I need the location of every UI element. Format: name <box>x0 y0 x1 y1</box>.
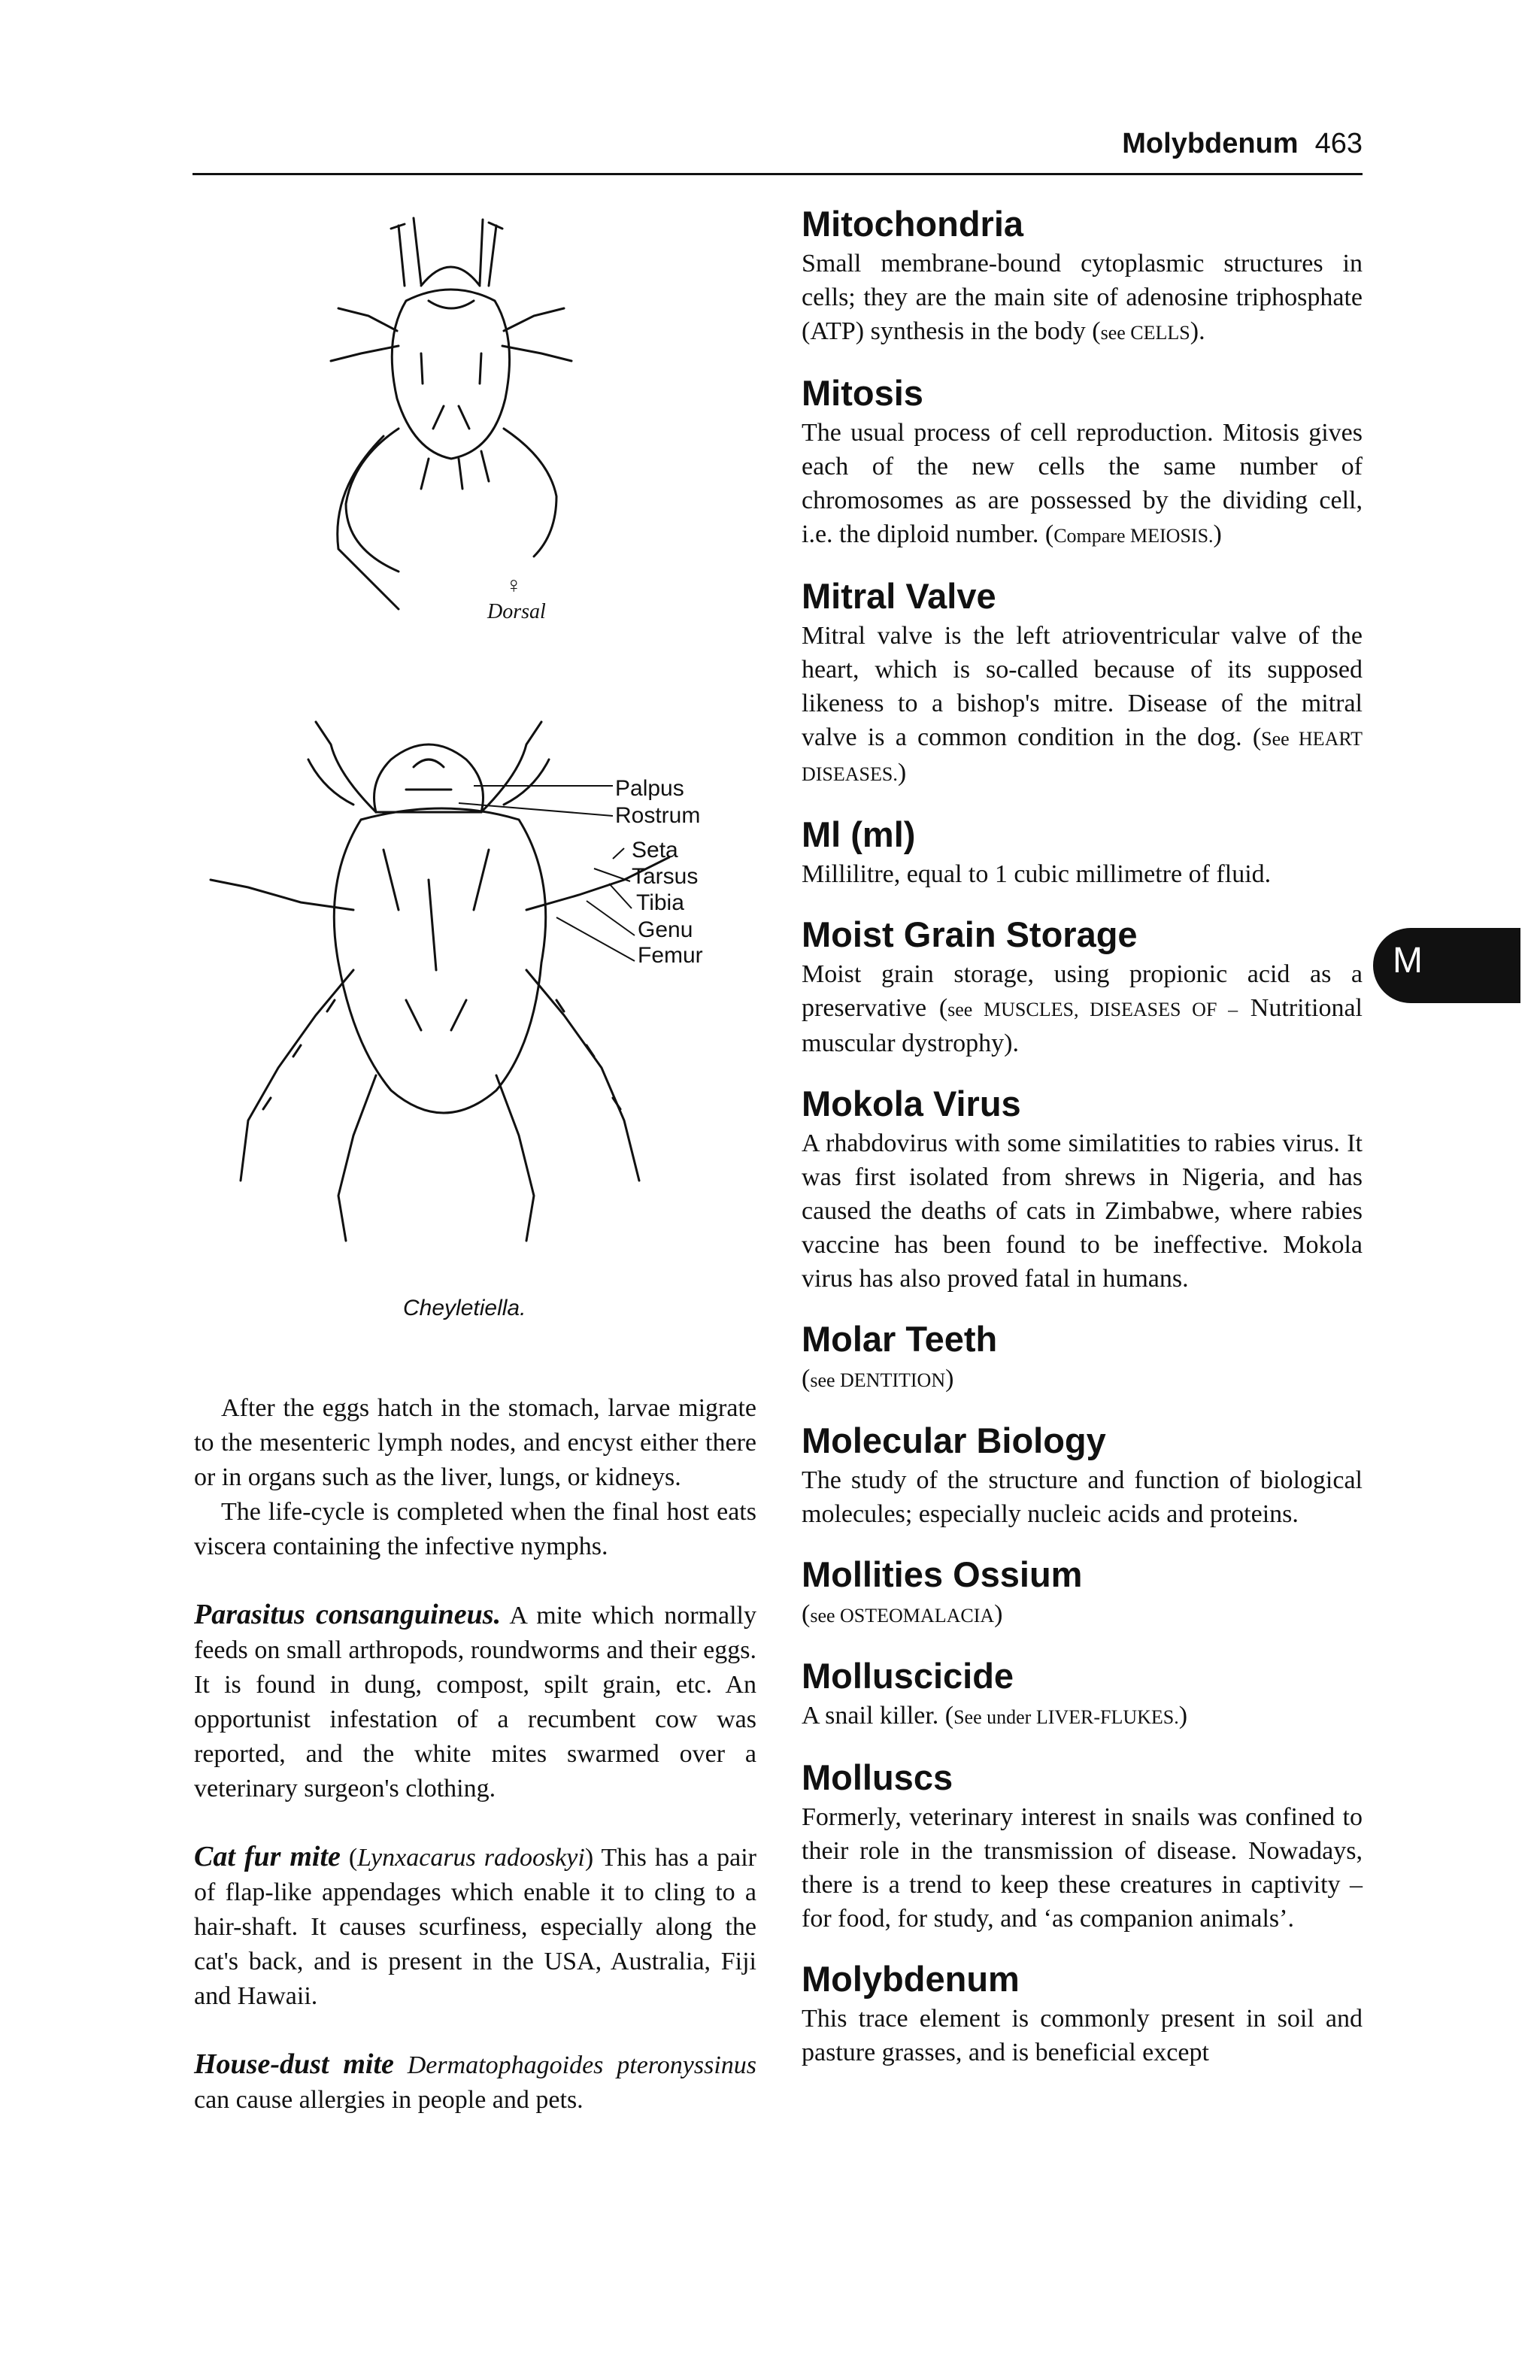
entry-mitochondria <box>802 203 1363 350</box>
entry-body <box>802 1126 1363 1296</box>
entry-title: Moist Grain Storage <box>802 914 1138 954</box>
cross-reference: Compare MEIOSIS. <box>1053 525 1214 547</box>
entry-title: Molluscicide <box>802 1656 1014 1696</box>
entry-text: This trace element is commonly present in soil and pasture grasses, and is beneficial except <box>802 2005 1363 2066</box>
cross-reference: See HEART DISEASES. <box>802 728 1363 785</box>
figure-caption: Cheyletiella. <box>403 1296 526 1320</box>
entry-mitral-valve <box>802 575 1363 791</box>
cross-reference: see DENTITION <box>810 1369 946 1391</box>
entry-molybdenum <box>802 1958 1363 2069</box>
entry-molar-teeth <box>802 1318 1363 1397</box>
term-house-dust-mite: House-dust mite <box>194 2048 394 2080</box>
term-parasitus: Parasitus consanguineus. <box>194 1599 502 1630</box>
entry-text: ( <box>802 1600 811 1628</box>
entry-body <box>802 2002 1363 2069</box>
right-column <box>802 203 1363 2092</box>
entry-text-end: ) <box>1178 1702 1188 1730</box>
paragraph-house-dust-mite <box>194 2047 756 2118</box>
entry-title: Molecular Biology <box>802 1420 1106 1460</box>
label-femur: Femur <box>638 943 703 968</box>
cross-reference: see OSTEOMALACIA <box>810 1605 995 1627</box>
entry-text: Formerly, veterinary interest in snails was confined to their role in the transmission of disease. Nowadays, there is a trend to keep these creatures in captivity – for food, for study, and ‘as companion animals’. <box>802 1803 1363 1933</box>
entry-title: Mollities Ossium <box>802 1554 1083 1594</box>
header-title: Molybdenum <box>1122 128 1299 159</box>
label-seta: Seta <box>632 838 678 863</box>
entry-text: A rhabdovirus with some similatities to rabies virus. It was first isolated from shrews in Nigeria, and has caused the deaths of cats in Zimbabwe, where rabies vaccine has been found to be ineffective. Mokola virus has also proved fatal in humans. <box>802 1129 1363 1293</box>
entry-body <box>802 1800 1363 1936</box>
entry-molluscs <box>802 1757 1363 1936</box>
entry-text-end: Nutritional muscular dystrophy). <box>802 994 1363 1057</box>
paragraph-eggs: After the eggs hatch in the stomach, larvae migrate to the mesenteric lymph nodes, and encyst either there or in organs such as the liver, lungs, or kidneys. <box>194 1394 756 1491</box>
mite-dorsal-illustration <box>308 203 594 624</box>
dorsal-female-symbol: ♀ <box>505 573 523 598</box>
entry-text: Mitral valve is the left atrioventricular valve of the heart, which is so-called because of its supposed likeness to a bishop's mitre. Disease of the mitral valve is a common condition in the dog. ( <box>802 622 1363 751</box>
text-parasitus: A mite which normally feeds on small arthropods, roundworms and their eggs. It is found in dung, compost, spilt grain, etc. An opportunist infestation of a recumbent cow was reported, and the white mites swarmed over a veterinary surgeon's clothing. <box>194 1602 756 1802</box>
mite-ventral-illustration <box>203 714 744 1263</box>
entry-body <box>802 1699 1363 1734</box>
entry-title: Molybdenum <box>802 1959 1020 1999</box>
entry-title: Mitochondria <box>802 204 1024 244</box>
entry-moist-grain-storage <box>802 914 1363 1060</box>
term-cat-fur-mite: Cat fur mite <box>194 1841 341 1872</box>
entry-body <box>802 1362 1363 1397</box>
label-rostrum: Rostrum <box>615 803 701 828</box>
cross-reference: see MUSCLES, DISEASES OF – <box>947 999 1238 1020</box>
entry-title: Mitral Valve <box>802 576 996 616</box>
entry-molecular-biology <box>802 1420 1363 1531</box>
paragraph-lifecycle: The life-cycle is completed when the final host eats viscera containing the infective nymphs. <box>194 1498 756 1560</box>
entry-title: Molluscs <box>802 1757 953 1797</box>
cross-reference: see CELLS <box>1100 322 1190 344</box>
entry-ml <box>802 814 1363 891</box>
paren-open: ( <box>340 1844 358 1872</box>
entry-body <box>802 857 1363 891</box>
entry-text-end: ). <box>1190 317 1205 345</box>
entry-text-end: ) <box>1213 520 1222 548</box>
entry-text: The study of the structure and function of biological molecules; especially nucleic acids and proteins. <box>802 1466 1363 1528</box>
left-column <box>194 1391 756 2118</box>
latin-lynxacarus: Lynxacarus radooskyi <box>357 1844 585 1872</box>
paragraph-parasitus <box>194 1597 756 1806</box>
thumb-tab-letter: M <box>1393 941 1423 981</box>
text-cat-fur-mite: This has a pair of flap-like appendages which enable it to cling to a hair-shaft. It causes scurfiness, especially along the cat's back, and is present in the USA, Australia, Fiji and Hawaii. <box>194 1844 756 2010</box>
entry-title: Molar Teeth <box>802 1319 998 1359</box>
label-tibia: Tibia <box>636 890 684 915</box>
paragraph-cat-fur-mite <box>194 1839 756 2014</box>
entry-title: Mokola Virus <box>802 1084 1021 1123</box>
running-head <box>192 126 1363 175</box>
entry-text: ( <box>802 1365 811 1393</box>
entry-text: Moist grain storage, using propionic acid as a preservative ( <box>802 960 1363 1022</box>
cross-reference: See under LIVER-FLUKES. <box>953 1706 1179 1728</box>
entry-body <box>802 957 1363 1060</box>
page-number: 463 <box>1314 128 1363 159</box>
entry-text-end: ) <box>897 759 907 787</box>
dorsal-label: Dorsal <box>487 600 546 623</box>
label-tarsus: Tarsus <box>632 864 699 889</box>
entry-title: Ml (ml) <box>802 814 916 854</box>
label-genu: Genu <box>638 917 693 942</box>
entry-text: Millilitre, equal to 1 cubic millimetre of fluid. <box>802 860 1272 888</box>
entry-mokola-virus <box>802 1083 1363 1296</box>
entry-body <box>802 416 1363 553</box>
entry-text-end: ) <box>994 1600 1003 1628</box>
section-thumb-tab <box>1373 928 1520 1003</box>
entry-text: The usual process of cell reproduction. Mitosis gives each of the new cells the same number of chromosomes as are possessed by the dividing cell, i.e. the diploid number. ( <box>802 419 1363 548</box>
header-text <box>1122 128 1363 160</box>
entry-body <box>802 1597 1363 1633</box>
entry-body <box>802 247 1363 350</box>
paren-close: ) <box>584 1844 594 1872</box>
entry-body <box>802 619 1363 791</box>
entry-molluscicide <box>802 1655 1363 1734</box>
label-palpus: Palpus <box>615 776 684 801</box>
entry-title: Mitosis <box>802 373 923 413</box>
latin-dermatophagoides: Dermatophagoides pteronyssinus <box>393 2051 756 2079</box>
entry-mollities-ossium <box>802 1554 1363 1633</box>
entry-mitosis <box>802 372 1363 553</box>
entry-body <box>802 1463 1363 1531</box>
text-house-dust-mite: can cause allergies in people and pets. <box>194 2086 584 2114</box>
entry-text-end: ) <box>945 1365 954 1393</box>
entry-text: Small membrane-bound cytoplasmic structures in cells; they are the main site of adenosine triphosphate (ATP) synthesis in the body ( <box>802 250 1363 345</box>
entry-text: A snail killer. ( <box>802 1702 954 1730</box>
